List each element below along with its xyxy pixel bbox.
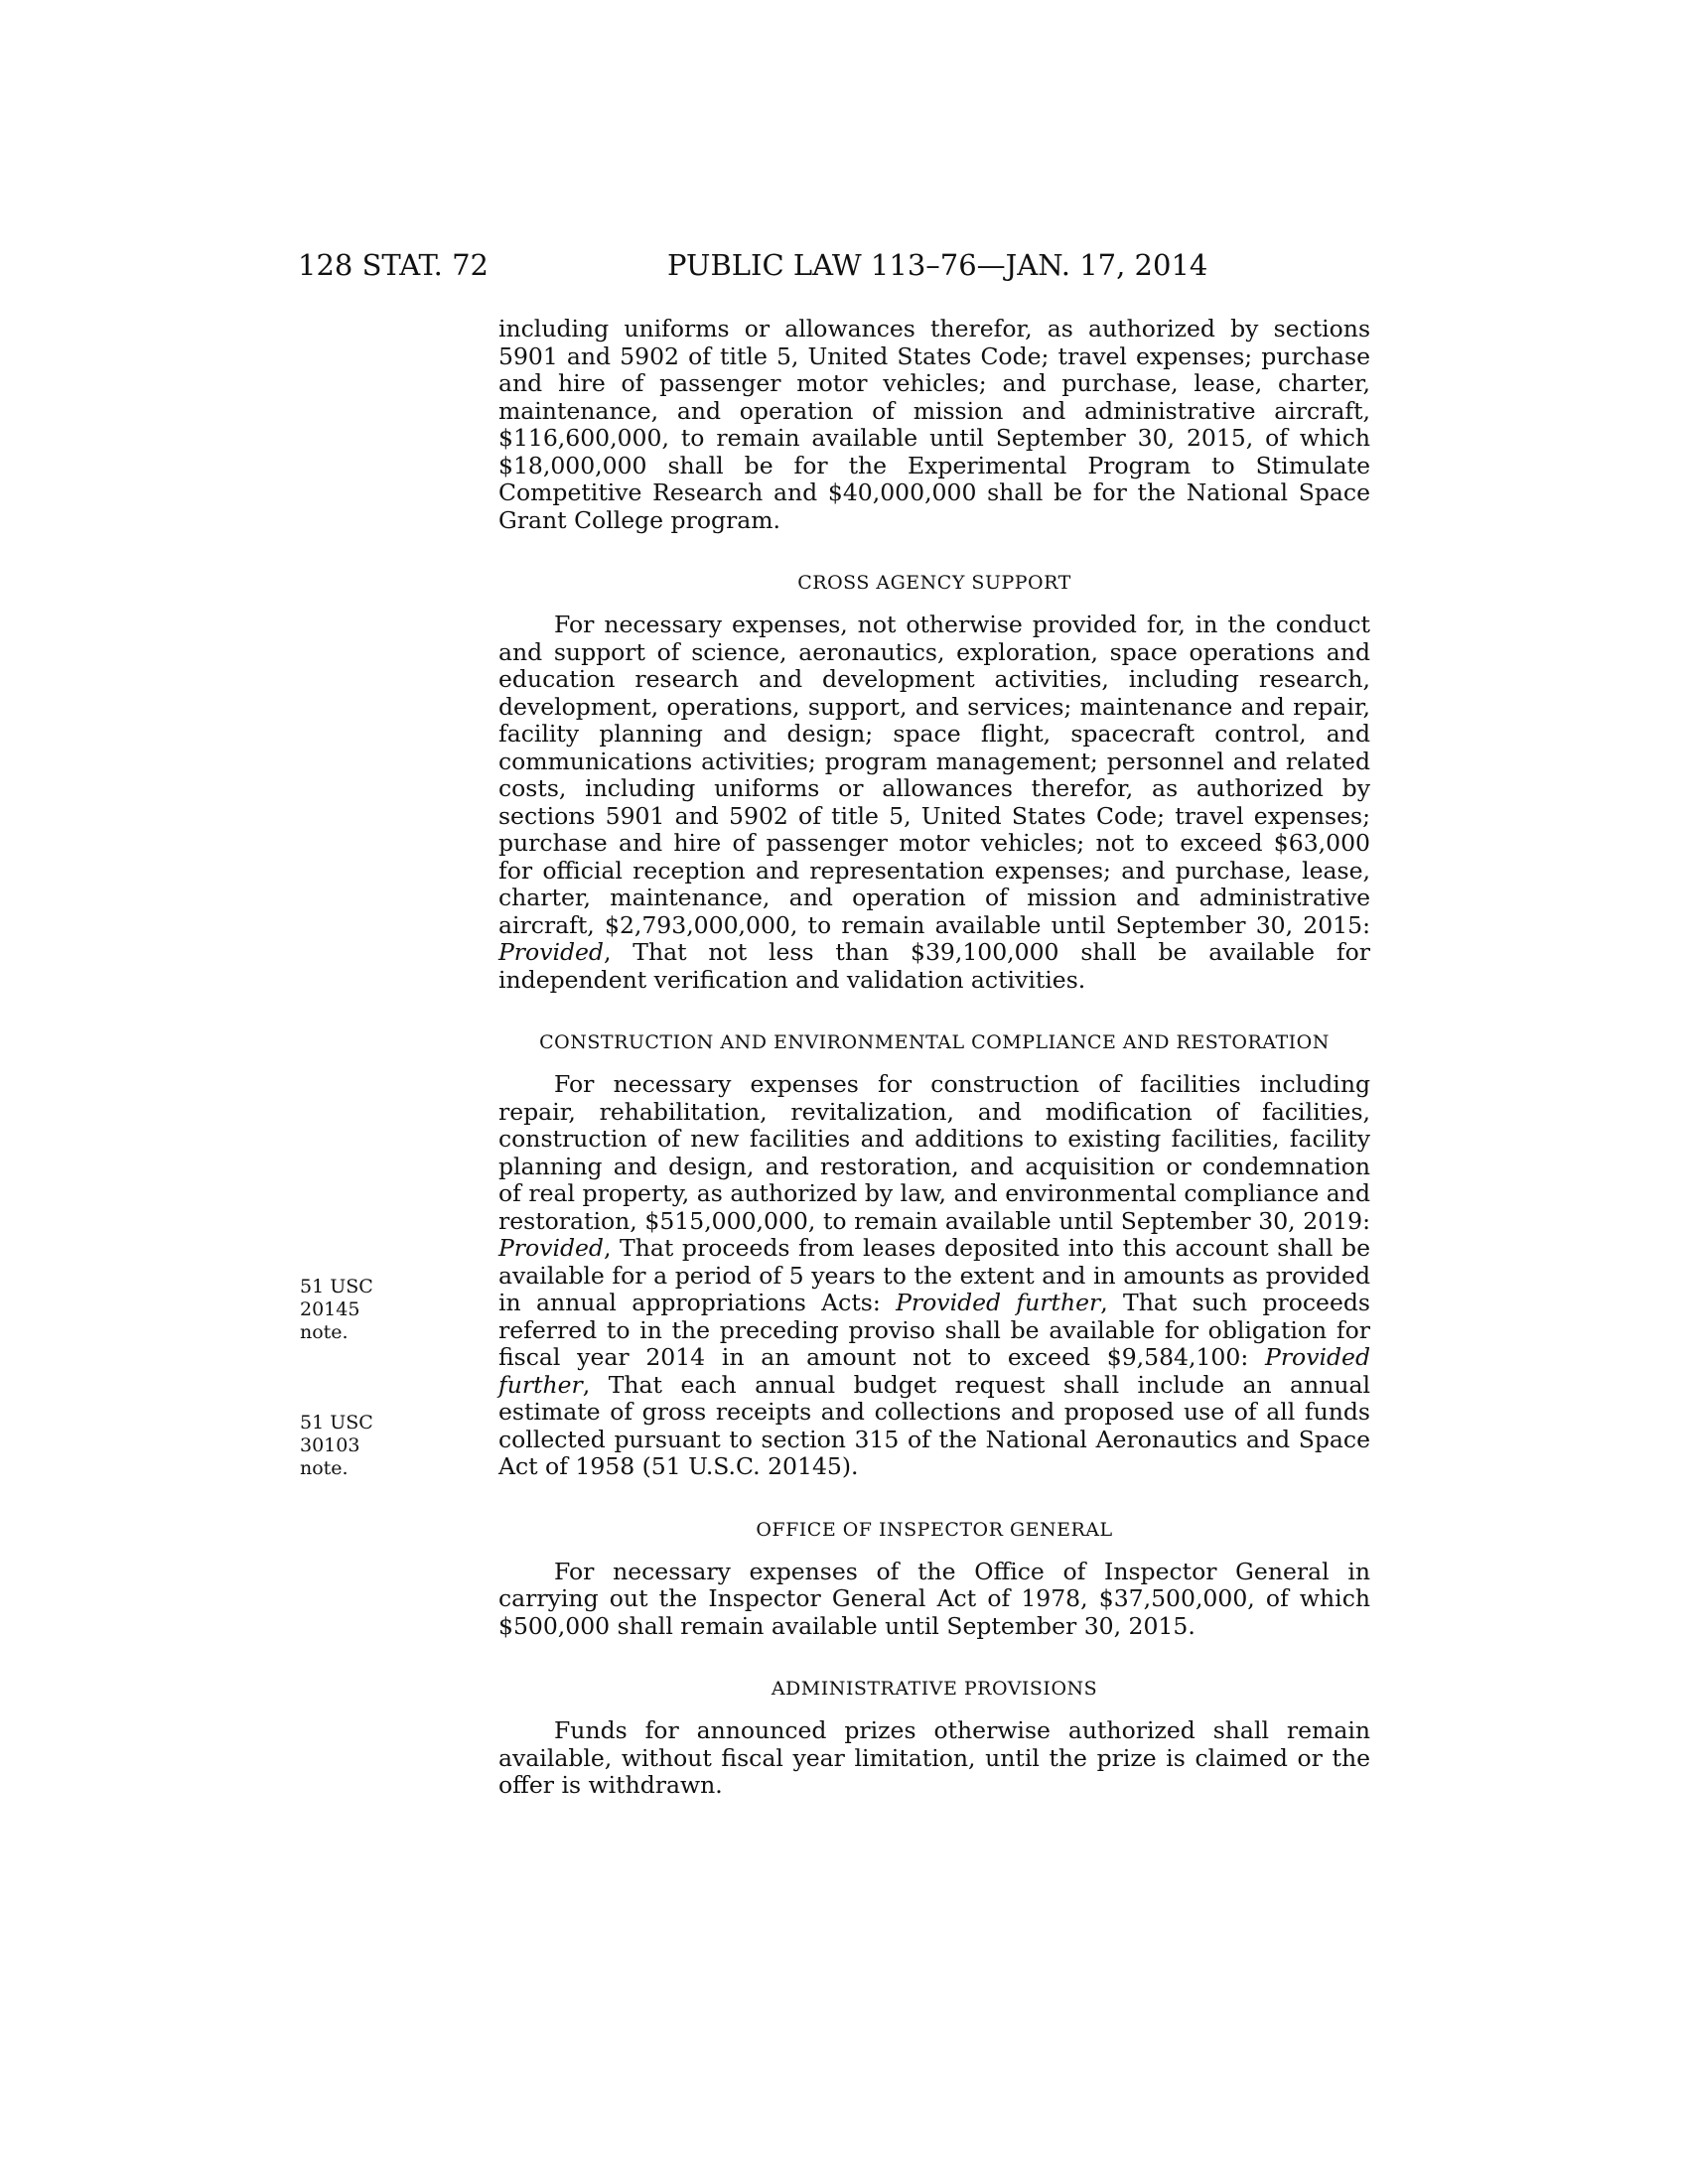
margin-note-suffix: note. — [300, 1457, 349, 1479]
provided-further-italic: Provided further — [498, 1343, 1370, 1399]
margin-note-usc-30103 — [300, 1412, 439, 1480]
margin-note-suffix: note. — [300, 1321, 349, 1343]
construction-text-3: , That such proceeds referred to in the preceding proviso shall be available for obligation for fiscal year 2014 in an amount not to exceed $9,584,100: — [498, 1289, 1370, 1371]
cross-agency-text-1: For necessary expenses, not otherwise provided for, in the conduct and support of science, aeronautics, exploration, space operations and education research and development activities, including research, development, operations, support, and services; maintenance and repair, facility planning and design; space flight, spacecraft control, and communications activities; program management; personnel and related costs, including uniforms or allowances therefor, as authorized by sections 5901 and 5902 of title 5, United States Code; travel expenses; purchase and hire of passenger motor vehicles; not to exceed $63,000 for official reception and representation expenses; and purchase, lease, charter, maintenance, and operation of mission and administrative aircraft, $2,793,000,000, to remain available until September 30, 2015: — [498, 611, 1370, 939]
margin-note-citation: 51 USC 30103 — [300, 1412, 373, 1456]
heading-administrative-provisions: ADMINISTRATIVE PROVISIONS — [771, 1678, 1098, 1700]
inspector-general-paragraph: For necessary expenses of the Office of Inspector General in carrying out the Inspector General Act of 1978, $37,500,000, of which $500,000 shall remain available until September 30, 2015. — [498, 1557, 1370, 1640]
margin-note-usc-20145 — [300, 1276, 439, 1344]
provided-further-italic: Provided further — [896, 1289, 1101, 1316]
provided-italic: Provided — [498, 1234, 604, 1262]
construction-text-2: , That proceeds from leases deposited into this account shall be available for a period of 5 years to the extent and in amounts as provided in annual appropriations Acts: — [498, 1234, 1370, 1316]
cross-agency-text-2: , That not less than $39,100,000 shall be available for independent verification and validation activities. — [498, 938, 1370, 994]
construction-paragraph — [498, 1071, 1370, 1481]
intro-paragraph: including uniforms or allowances therefor, as authorized by sections 5901 and 5902 of title 5, United States Code; travel expenses; purchase and hire of passenger motor vehicles; and purchase, lease, charter, maintenance, and operation of mission and administrative aircraft, $116,600,000, to remain available until September 30, 2015, of which $18,000,000 shall be for the Experimental Program to Stimulate Competitive Research and $40,000,000 shall be for the National Space Grant College program. — [498, 315, 1370, 534]
heading-inspector-general: OFFICE OF INSPECTOR GENERAL — [756, 1518, 1113, 1541]
construction-text-1: For necessary expenses for construction of facilities including repair, rehabilitation, revitalization, and modification of facilities, construction of new facilities and additions to existing facilities, facility planning and design, and restoration, and acquisition or condemnation of real property, as authorized by law, and environmental compliance and restoration, $515,000,000, to remain available until September 30, 2019: — [498, 1070, 1370, 1235]
statute-reference: 128 STAT. 72 — [298, 248, 489, 282]
administrative-provisions-paragraph: Funds for announced prizes otherwise authorized shall remain available, without fiscal year limitation, until the prize is claimed or the offer is withdrawn. — [498, 1716, 1370, 1799]
main-text-column — [498, 316, 1370, 1800]
heading-cross-agency-support: CROSS AGENCY SUPPORT — [797, 572, 1071, 594]
page-header — [298, 248, 1370, 288]
margin-note-citation: 51 USC 20145 — [300, 1276, 373, 1320]
provided-italic: Provided — [498, 938, 604, 966]
law-title: PUBLIC LAW 113–76—JAN. 17, 2014 — [667, 248, 1208, 282]
cross-agency-paragraph — [498, 612, 1370, 994]
heading-construction: CONSTRUCTION AND ENVIRONMENTAL COMPLIANCE AND RESTORATION — [539, 1031, 1330, 1053]
construction-text-4: , That each annual budget request shall include an annual estimate of gross receipts and collections and proposed use of all funds collected pursuant to section 315 of the National Aeronautics and Space Act of 1958 (51 U.S.C. 20145). — [498, 1370, 1370, 1480]
